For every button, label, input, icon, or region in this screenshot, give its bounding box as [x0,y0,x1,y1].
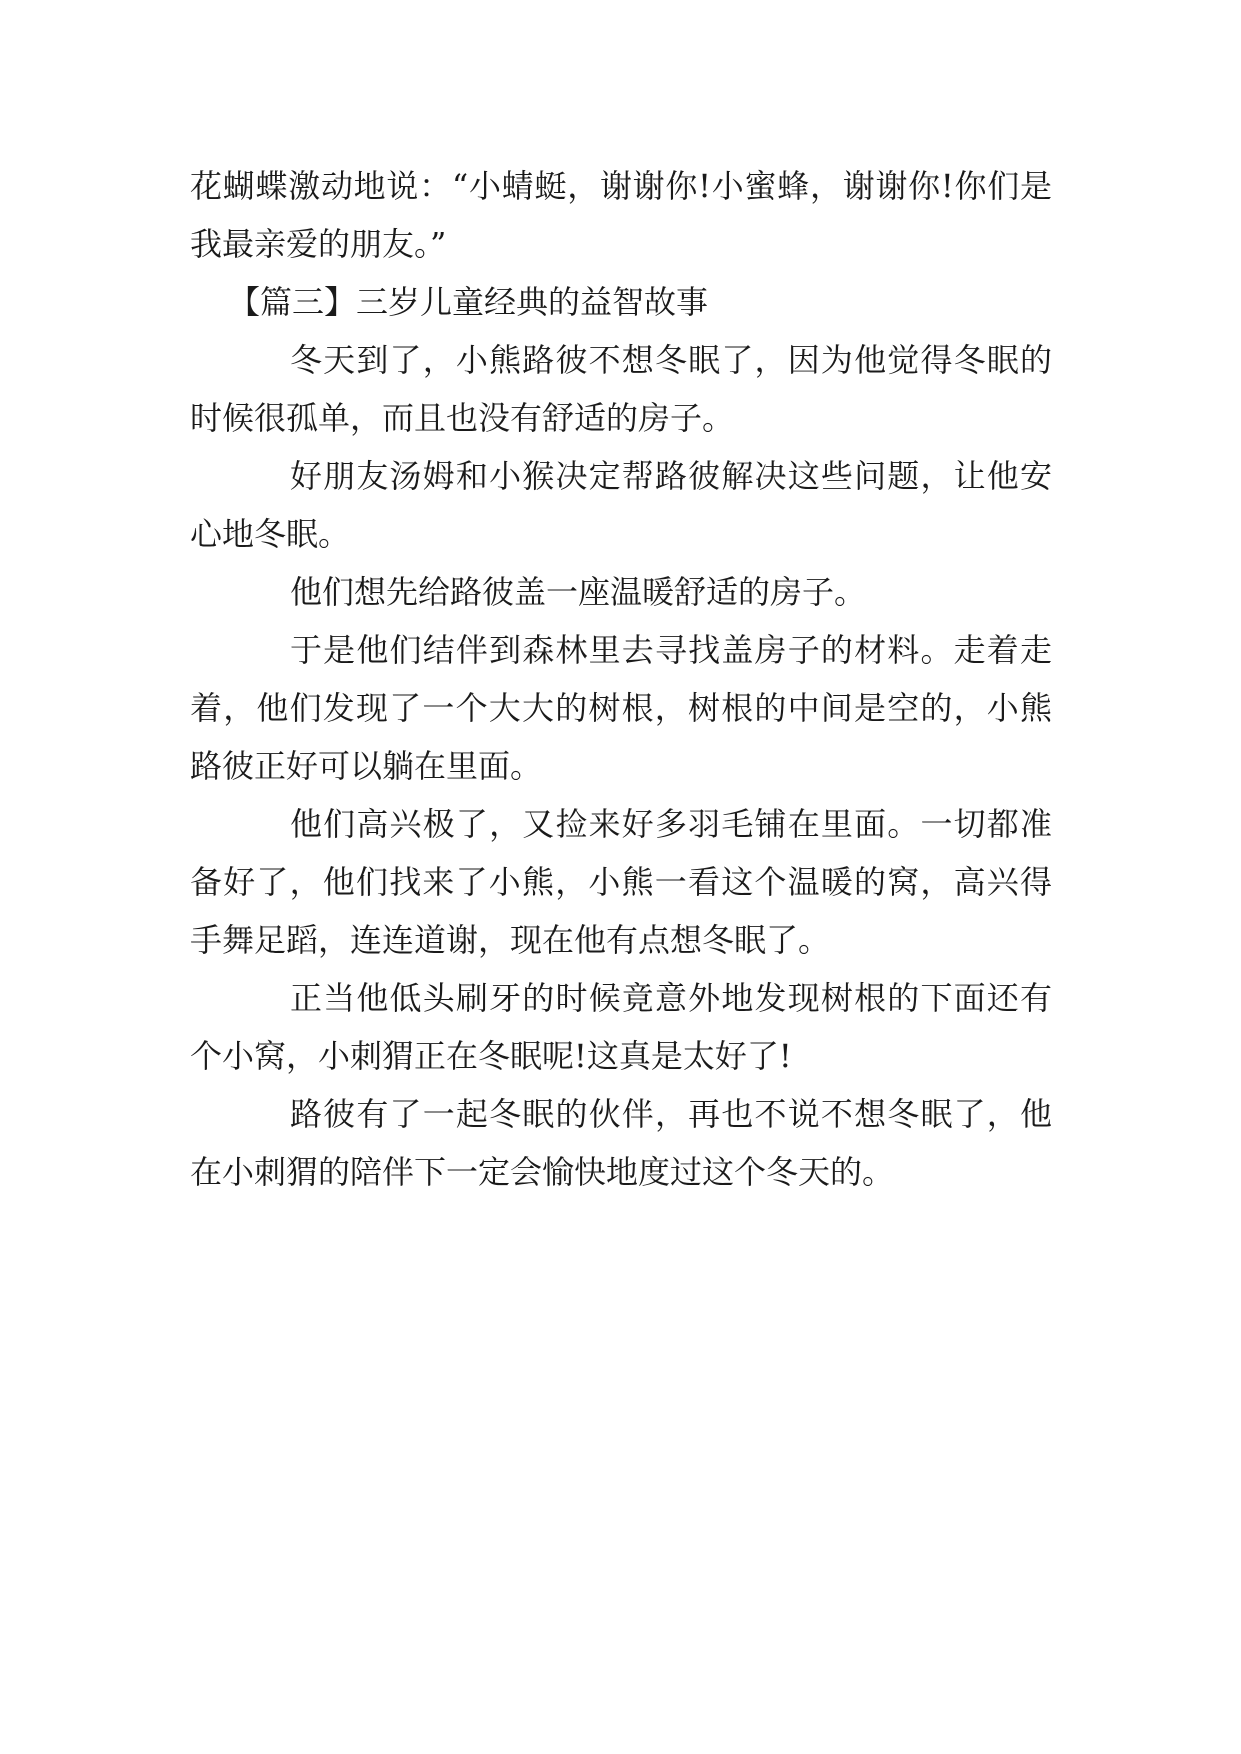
paragraph-continuation: 花蝴蝶激动地说：“小蜻蜓，谢谢你!小蜜蜂，谢谢你!你们是我最亲爱的朋友。” [190,167,1052,263]
paragraph: 正当他低头刷牙的时候竟意外地发现树根的下面还有个小窝，小刺猬正在冬眠呢!这真是太好了! [190,979,1052,1075]
paragraph: 于是他们结伴到森林里去寻找盖房子的材料。走着走着，他们发现了一个大大的树根，树根的中间是空的，小熊路彼正好可以躺在里面。 [190,631,1052,785]
document-body [190,157,1052,1201]
paragraph: 他们高兴极了，又捡来好多羽毛铺在里面。一切都准备好了，他们找来了小熊，小熊一看这个温暖的窝，高兴得手舞足蹈，连连道谢，现在他有点想冬眠了。 [190,805,1052,959]
paragraph: 他们想先给路彼盖一座温暖舒适的房子。 [290,573,867,611]
section-heading: 【篇三】三岁儿童经典的益智故事 [228,283,709,321]
paragraph: 冬天到了，小熊路彼不想冬眠了，因为他觉得冬眠的时候很孤单，而且也没有舒适的房子。 [190,341,1052,437]
paragraph: 好朋友汤姆和小猴决定帮路彼解决这些问题，让他安心地冬眠。 [190,457,1052,553]
paragraph: 路彼有了一起冬眠的伙伴，再也不说不想冬眠了，他在小刺猬的陪伴下一定会愉快地度过这个冬天的。 [190,1095,1052,1191]
